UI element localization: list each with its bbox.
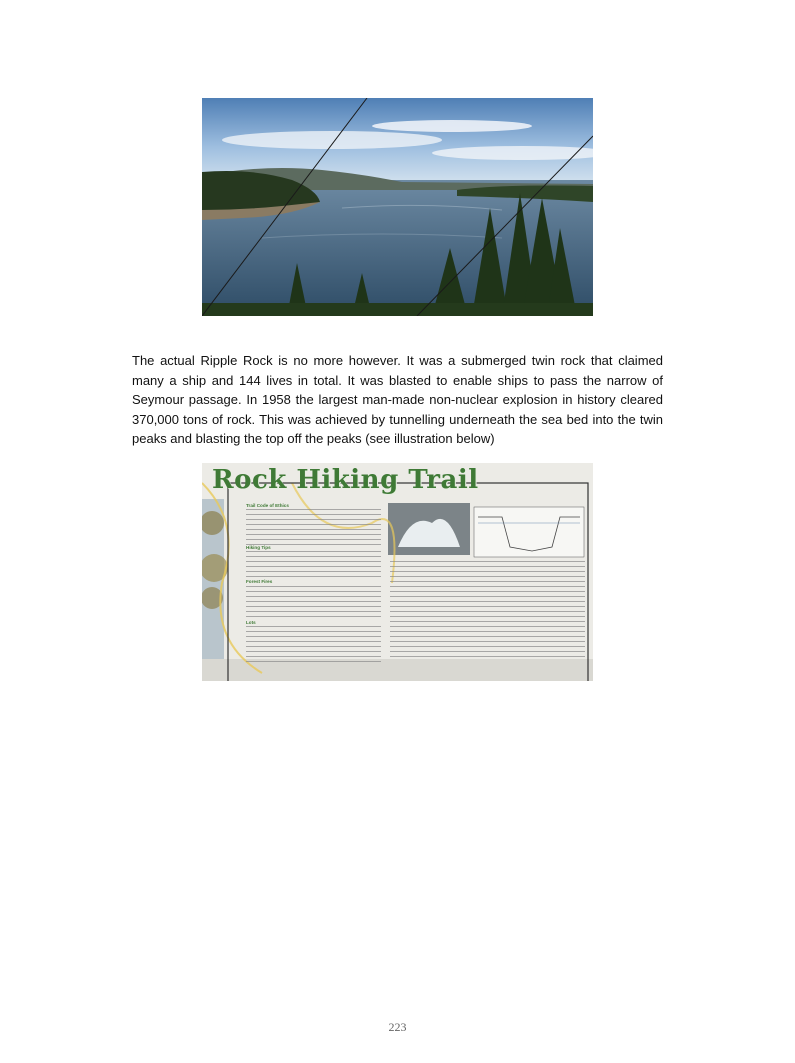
seymour-narrows-photo [202,98,593,316]
sign-section [246,503,381,662]
sign-section-heading: Trail Code of Ethics [246,503,289,508]
sign-text-lines [246,551,381,579]
sign-section-heading: Forest Fires [246,579,273,585]
sign-text-lines [246,626,381,662]
sign-title: Rock Hiking Trail [212,465,479,495]
page-number: 223 [388,1020,407,1034]
sign-right-text [390,561,585,661]
sign-text-lines [390,561,585,661]
body-paragraph: The actual Ripple Rock is no more however. It was a submerged twin rock that claimed many a ship and 144 lives in total. It was blasted to enable ships to pass the narrow of Seymour passage. In 1958 the largest man-made non-nuclear explosion in history cleared 370,000 tons of rock. This was achieved by tunnelling underneath the sea bed into the twin peaks and blasting the top off the peaks (see illustration below) [132,353,663,446]
sign-text-lines [246,509,381,545]
sign-section-heading: Hiking Tips [246,545,271,551]
trail-sign-photo [202,463,593,681]
sign-section-heading: Lots [246,619,256,625]
sign-text-lines [246,586,381,620]
